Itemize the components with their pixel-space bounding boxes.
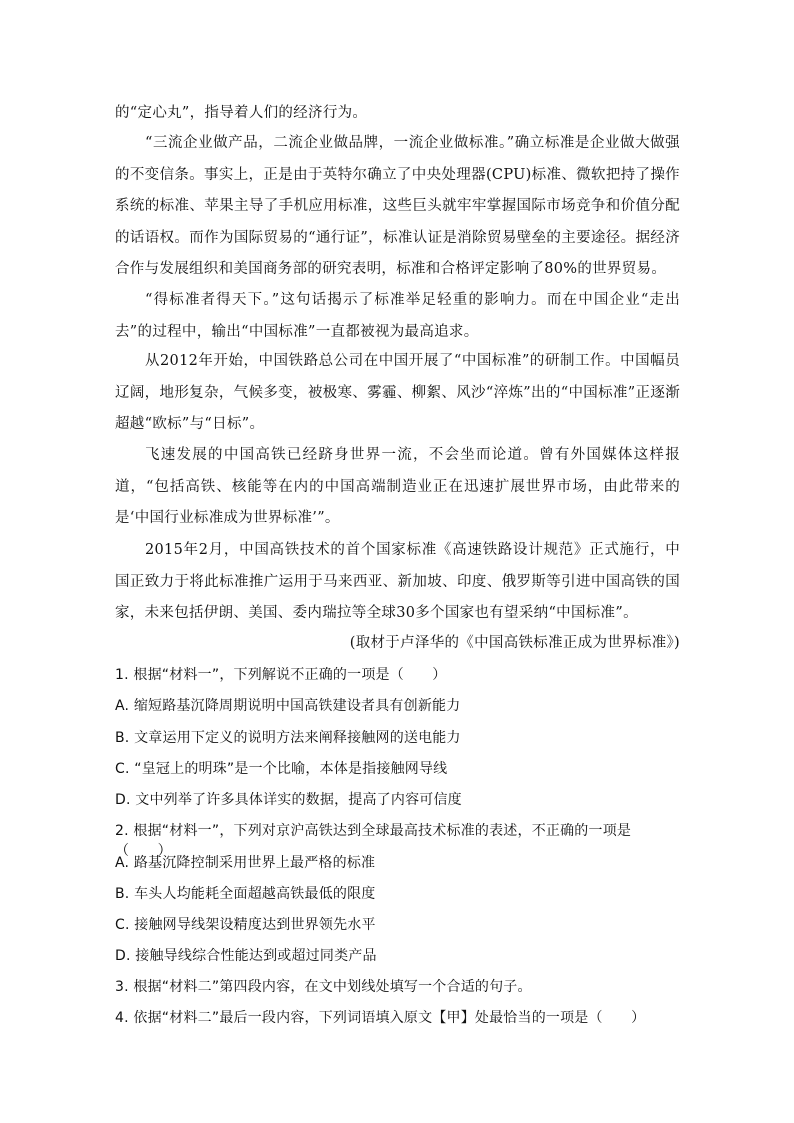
passage-paragraph-4: 飞速发展的中国高铁已经跻身世界一流，不会坐而论道。曾有外国媒体这样报道，“包括高铁、核能等在内的中国高端制造业正在迅速扩展世界市场，由此带来的是‘中国行业标准成为世界标准’”。: [115, 447, 680, 526]
passage-paragraph-0: 的“定心丸”，指导着人们的经济行为。: [115, 105, 368, 121]
question-2-option-d: D. 接触导线综合性能达到或超过同类产品: [115, 948, 377, 964]
question-4-stem: 4. 依据“材料二”最后一段内容，下列词语填入原文【甲】处最恰当的一项是（ ）: [115, 1010, 646, 1026]
question-2-option-a: A. 路基沉降控制采用世界上最严格的标准: [115, 855, 376, 871]
passage-paragraph-5: 2015年2月，中国高铁技术的首个国家标准《高速铁路设计规范》正式施行，中国正致力于将此标准推广运用于马来西亚、新加坡、印度、俄罗斯等引进中国高铁的国家，未来包括伊朗、美国、委内瑞拉等全球30多个国家也有望采纳“中国标准”。: [115, 542, 680, 621]
question-1-option-c: C. “皇冠上的明珠”是一个比喻，本体是指接触网导线: [115, 761, 448, 777]
question-1-option-a: A. 缩短路基沉降周期说明中国高铁建设者具有创新能力: [115, 698, 461, 714]
question-3-stem: 3. 根据“材料二”第四段内容，在文中划线处填写一个合适的句子。: [115, 979, 532, 995]
question-1-option-d: D. 文中列举了许多具体详实的数据，提高了内容可信度: [115, 792, 462, 808]
question-2-stem: 2. 根据“材料一”，下列对京沪高铁达到全球最高技术标准的表述，不正确的一项是（ ）: [115, 823, 632, 859]
question-2-option-b: B. 车头人均能耗全面超越高铁最低的限度: [115, 886, 376, 902]
question-2-option-c: C. 接触网导线架设精度达到世界领先水平: [115, 917, 376, 933]
passage-paragraph-1: “三流企业做产品，二流企业做品牌，一流企业做标准。”确立标准是企业做大做强的不变信条。事实上，正是由于英特尔确立了中央处理器(CPU)标准、微软把持了操作系统的标准、苹果主导了手机应用标准，这些巨头就牢牢掌握国际市场竞争和价值分配的话语权。而作为国际贸易的“通行证”，标准认证是消除贸易壁垒的主要途径。据经济合作与发展组织和美国商务部的研究表明，标准和合格评定影响了80%的世界贸易。: [115, 135, 680, 277]
question-1-option-b: B. 文章运用下定义的说明方法来阐释接触网的送电能力: [115, 730, 461, 746]
passage-paragraph-3: 从2012年开始，中国铁路总公司在中国开展了“中国标准”的研制工作。中国幅员辽阔，地形复杂，气候多变，被极寒、雾霾、柳絮、风沙“淬炼”出的“中国标准”正逐渐超越“欧标”与“日标”。: [115, 353, 680, 432]
passage-source: (取材于卢泽华的《中国高铁标准正成为世界标准》): [349, 635, 680, 651]
question-1-stem: 1. 根据“材料一”，下列解说不正确的一项是（ ）: [115, 667, 447, 683]
passage-paragraph-2: “得标准者得天下。”这句话揭示了标准举足轻重的影响力。而在中国企业“走出去”的过程中，输出“中国标准”一直都被视为最高追求。: [115, 292, 680, 340]
